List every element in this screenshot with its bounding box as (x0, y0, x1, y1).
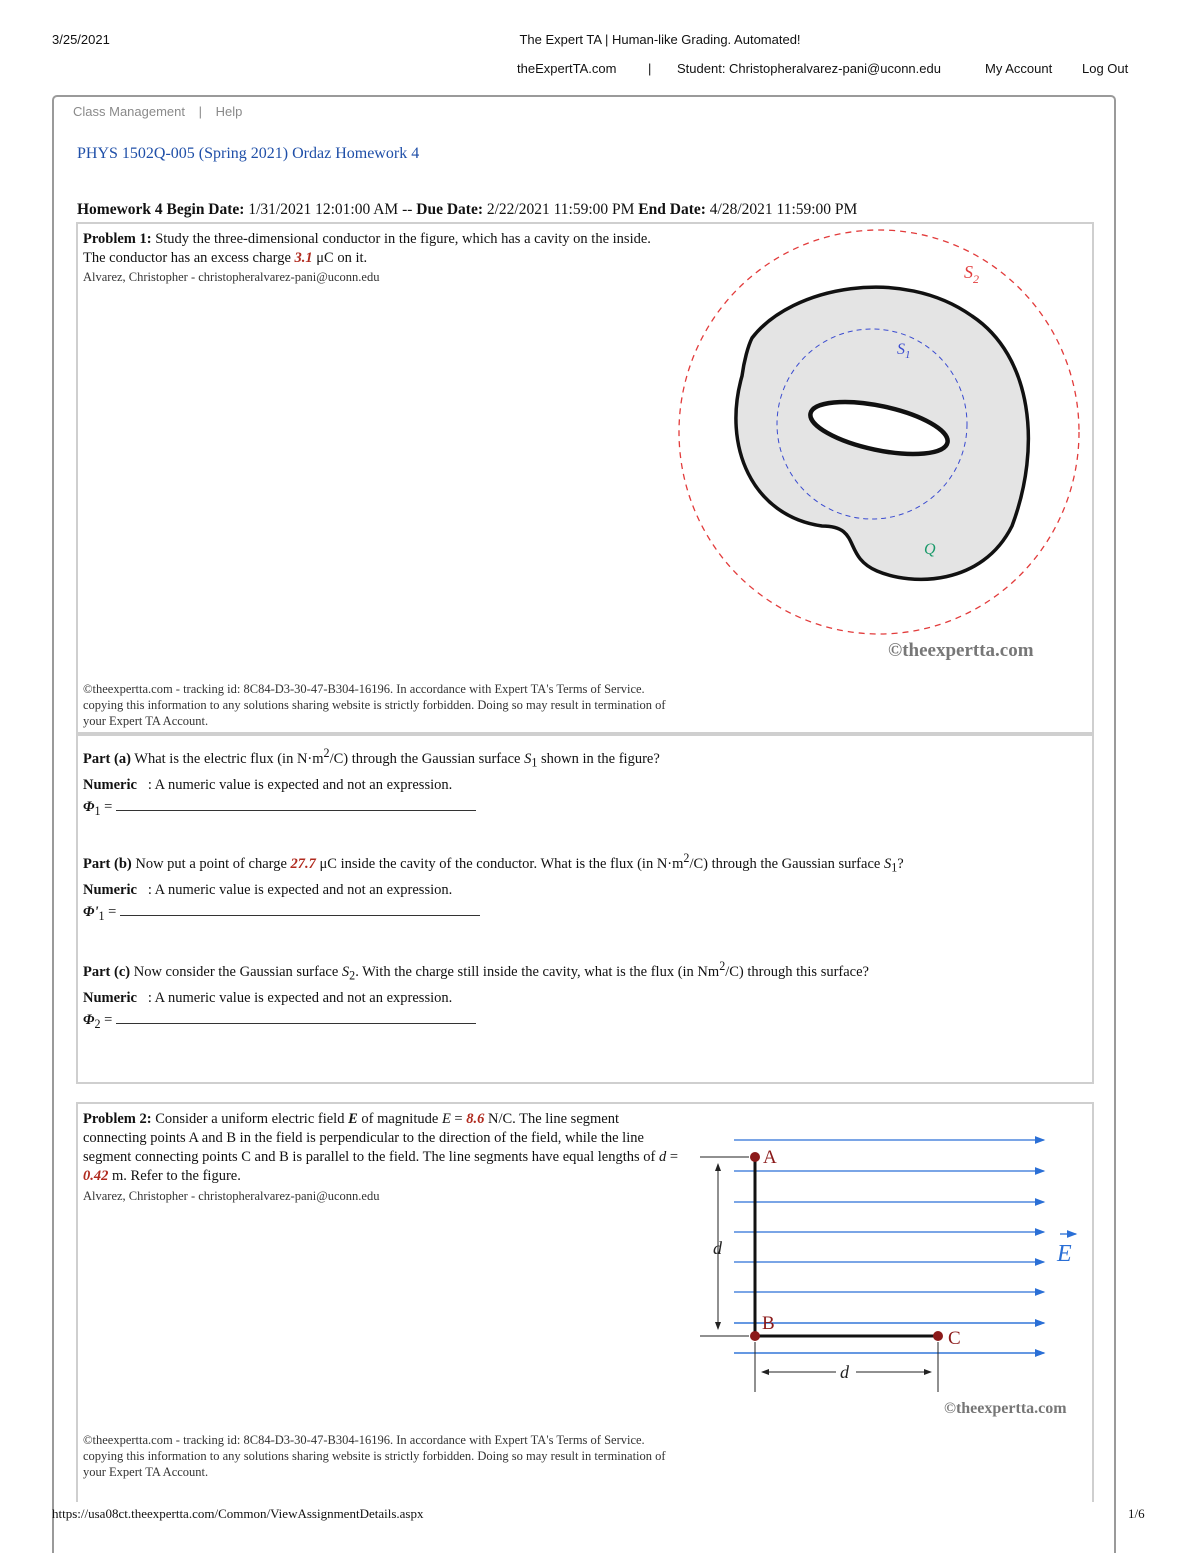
footer-page: 1/6 (1128, 1506, 1145, 1521)
part-c-numeric-text: : A numeric value is expected and not an expression. (147, 989, 453, 1006)
part-a-sup: 2 (323, 746, 330, 760)
problem2-field-var: E (348, 1111, 358, 1127)
q-label: Q (924, 541, 936, 558)
problem2-magnitude: 8.6 (466, 1111, 485, 1127)
problem1-charge: 3.1 (294, 250, 313, 266)
footer-url: https://usa08ct.theexpertta.com/Common/ViewAssignmentDetails.aspx (52, 1506, 424, 1521)
due-date-value: 2/22/2021 11:59:00 PM (486, 201, 635, 218)
part-c-label: Part (c) (83, 963, 131, 980)
problem2-text-2: of magnitude (361, 1111, 439, 1127)
part-a-answer (83, 796, 1083, 822)
part-b-text-2: μC inside the cavity of the conductor. What is the flux (in N·m (319, 855, 684, 872)
part-b-answer (83, 901, 1088, 927)
help-link[interactable]: Help (215, 104, 243, 119)
part-c-text-2: . With the charge still inside the cavity, what is the flux (in Nm (355, 963, 720, 980)
field-lines (734, 1140, 1044, 1353)
part-b-text-4: ? (897, 855, 904, 872)
problem2-length: 0.42 (83, 1168, 109, 1184)
problem2-eq: = (454, 1111, 463, 1127)
part-b-numeric-label: Numeric (83, 881, 137, 898)
part-c-var: S (341, 963, 350, 980)
breadcrumb (73, 104, 252, 119)
problem2-mag-var: E (441, 1111, 451, 1127)
s1-letter: S (897, 341, 905, 358)
part-b-text: Now put a point of charge (135, 855, 287, 872)
part-c-sup: 2 (719, 959, 726, 973)
field-figure (696, 1124, 1088, 1424)
point-c-label: C (948, 1328, 961, 1349)
part-a-answer-eq: = (104, 798, 116, 815)
student-email: Student: Christopheralvarez-pani@uconn.edu (677, 61, 941, 76)
part-b-answer-eq: = (108, 903, 120, 920)
part-c-answer (83, 1009, 1083, 1035)
s2-sub: 2 (973, 272, 979, 286)
part-a-numeric-label: Numeric (83, 776, 137, 793)
problem2-label: Problem 2: (83, 1111, 152, 1127)
problem2-text-4: m. Refer to the figure. (112, 1168, 241, 1184)
assignment-dates (77, 201, 857, 219)
part-b-sub: 1 (891, 860, 898, 875)
part-c-sub: 2 (349, 968, 356, 983)
begin-date-label: Homework 4 Begin Date: (77, 201, 245, 218)
problem1-statement (83, 230, 673, 268)
problem2-text-3: N/C. The line segment connecting points A and B in the field is perpendicular to the direction of the field, while the line segment connecting points C and B is parallel to the field. The line segments have equal lengths of (83, 1111, 656, 1165)
part-c (83, 955, 1083, 1035)
part-b-sup: 2 (683, 851, 690, 865)
part-a-label: Part (a) (83, 750, 131, 767)
part-a-answer-var: Φ (83, 798, 95, 815)
s2-letter: S (964, 262, 973, 282)
point-b-label: B (762, 1313, 775, 1334)
part-b-answer-sub: 1 (98, 908, 105, 923)
part-b-question (83, 847, 1088, 879)
dim-vertical-label: d (713, 1238, 722, 1258)
s2-label (964, 262, 979, 286)
part-b-answer-var: Φ' (83, 903, 99, 920)
part-a-numeric (83, 774, 1083, 796)
part-a-answer-blank[interactable] (116, 799, 476, 811)
print-date: 3/25/2021 (52, 32, 110, 47)
due-date-label: Due Date: (416, 201, 483, 218)
part-b-value: 27.7 (290, 855, 316, 872)
site-link[interactable]: theExpertTA.com (517, 61, 617, 76)
part-a-numeric-text: : A numeric value is expected and not an expression. (147, 776, 453, 793)
part-b-answer-blank[interactable] (120, 904, 480, 916)
figure1-watermark: ©theexpertta.com (888, 640, 1034, 661)
point-b (750, 1331, 760, 1341)
problem2-student: Alvarez, Christopher - christopheralvarez-pani@uconn.edu (83, 1189, 380, 1203)
part-c-text-3: /C) through this surface? (725, 963, 869, 980)
problem1-copyright: ©theexpertta.com - tracking id: 8C84-D3-30-47-B304-16196. In accordance with Expert TA's Terms of Service. copying this information to any solutions sharing website is strictly forbidden. Doing so may result in termination of your Expert TA Account. (83, 682, 666, 728)
my-account-link[interactable]: My Account (985, 61, 1053, 76)
print-page-title: The Expert TA | Human-like Grading. Automated! (519, 32, 801, 47)
part-a-text-2: /C) through the Gaussian surface (329, 750, 521, 767)
part-b-numeric (83, 879, 1088, 901)
part-a-question (83, 742, 1083, 774)
log-out-link[interactable]: Log Out (1082, 61, 1129, 76)
part-c-answer-var: Φ (83, 1011, 95, 1028)
course-title[interactable]: PHYS 1502Q-005 (Spring 2021) Ordaz Homework 4 (77, 145, 420, 162)
problem1-student: Alvarez, Christopher - christopheralvarez-pani@uconn.edu (83, 270, 380, 284)
class-management-link[interactable]: Class Management (73, 104, 185, 119)
s1-sub: 1 (905, 349, 911, 361)
problem2-copyright: ©theexpertta.com - tracking id: 8C84-D3-30-47-B304-16196. In accordance with Expert TA's Terms of Service. copying this information to any solutions sharing website is strictly forbidden. Doing so may result in termination of your Expert TA Account. (83, 1433, 666, 1479)
problem2-text: Consider a uniform electric field (155, 1111, 345, 1127)
part-c-numeric (83, 987, 1083, 1009)
dim-horizontal-label: d (840, 1362, 849, 1382)
part-c-question (83, 955, 1083, 987)
part-a (83, 742, 1083, 822)
part-a-answer-sub: 1 (94, 803, 101, 818)
part-a-sub: 1 (531, 755, 538, 770)
part-b-var: S (883, 855, 892, 872)
begin-date-value: 1/31/2021 12:01:00 AM -- (248, 201, 413, 218)
part-a-text: What is the electric flux (in N·m (134, 750, 324, 767)
part-c-answer-blank[interactable] (116, 1012, 476, 1024)
breadcrumb-separator: | (198, 104, 203, 119)
e-label: E (1057, 1241, 1072, 1267)
point-a (750, 1152, 760, 1162)
conductor-figure (672, 226, 1088, 666)
part-c-answer-sub: 2 (94, 1016, 101, 1031)
problem2-eq-2: = (669, 1149, 679, 1165)
end-date-value: 4/28/2021 11:59:00 PM (709, 201, 858, 218)
part-c-answer-eq: = (104, 1011, 116, 1028)
part-a-text-3: shown in the figure? (541, 750, 660, 767)
nav-separator: | (648, 61, 652, 76)
end-date-label: End Date: (638, 201, 706, 218)
part-b (83, 847, 1088, 927)
part-c-text: Now consider the Gaussian surface (133, 963, 339, 980)
part-b-numeric-text: : A numeric value is expected and not an expression. (147, 881, 453, 898)
figure2-watermark: ©theexpertta.com (944, 1400, 1067, 1417)
problem1-label: Problem 1: (83, 231, 152, 247)
problem1-text-end: μC on it. (316, 250, 368, 266)
part-b-label: Part (b) (83, 855, 132, 872)
part-c-numeric-label: Numeric (83, 989, 137, 1006)
problem2-statement (83, 1110, 683, 1186)
problem2-d-var: d (658, 1149, 667, 1165)
point-c (933, 1331, 943, 1341)
part-a-var: S (524, 750, 532, 767)
part-b-text-3: /C) through the Gaussian surface (689, 855, 881, 872)
point-a-label: A (763, 1147, 777, 1168)
problem1-text: Study the three-dimensional conductor in the figure, which has a cavity on the inside. The conductor has an excess charge (83, 231, 651, 266)
